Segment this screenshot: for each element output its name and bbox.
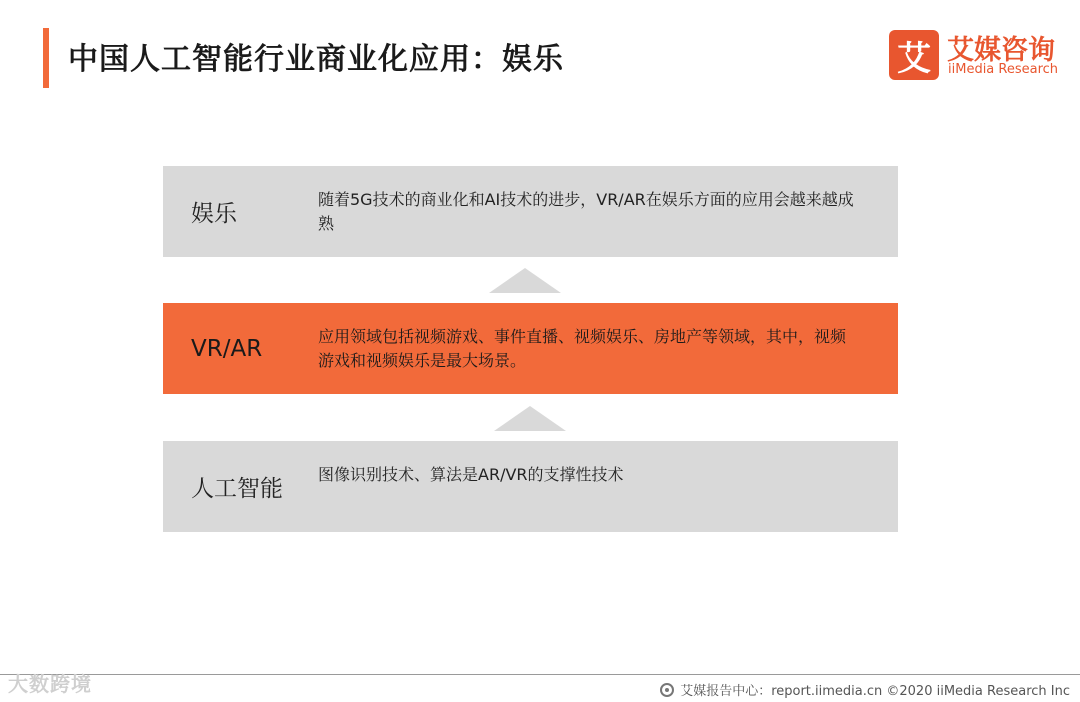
row-label: 人工智能 bbox=[191, 476, 283, 502]
row-description: 应用领域包括视频游戏、事件直播、视频娱乐、房地产等领域，其中，视频游戏和视频娱乐是最大场景。 bbox=[318, 327, 847, 370]
row-label: VR/AR bbox=[191, 335, 263, 362]
brand-logo bbox=[889, 30, 1064, 82]
title-accent-bar bbox=[43, 28, 49, 88]
logo-en-text: iiMedia Research bbox=[948, 62, 1059, 77]
footer-divider bbox=[0, 674, 1080, 675]
watermark: 大数跨境 bbox=[8, 672, 92, 696]
footer bbox=[660, 680, 1070, 699]
row-ai bbox=[163, 441, 898, 532]
logo-cn-text: 艾媒咨询 bbox=[947, 35, 1055, 66]
footer-text: 艾媒报告中心：report.iimedia.cn ©2020 iiMedia Research Inc bbox=[680, 684, 1070, 699]
row-entertainment bbox=[163, 166, 898, 257]
row-label: 娱乐 bbox=[191, 201, 237, 227]
up-arrow-icon bbox=[489, 268, 561, 293]
logo-mark-icon: 艾 bbox=[889, 30, 939, 80]
page-title: 中国人工智能行业商业化应用：娱乐 bbox=[68, 42, 564, 77]
report-center-icon bbox=[660, 683, 674, 697]
row-vr-ar bbox=[163, 303, 898, 394]
row-description: 图像识别技术、算法是AR/VR的支撑性技术 bbox=[318, 465, 624, 484]
up-arrow-icon bbox=[494, 406, 566, 431]
row-description: 随着5G技术的商业化和AI技术的进步，VR/AR在娱乐方面的应用会越来越成熟 bbox=[318, 190, 854, 233]
